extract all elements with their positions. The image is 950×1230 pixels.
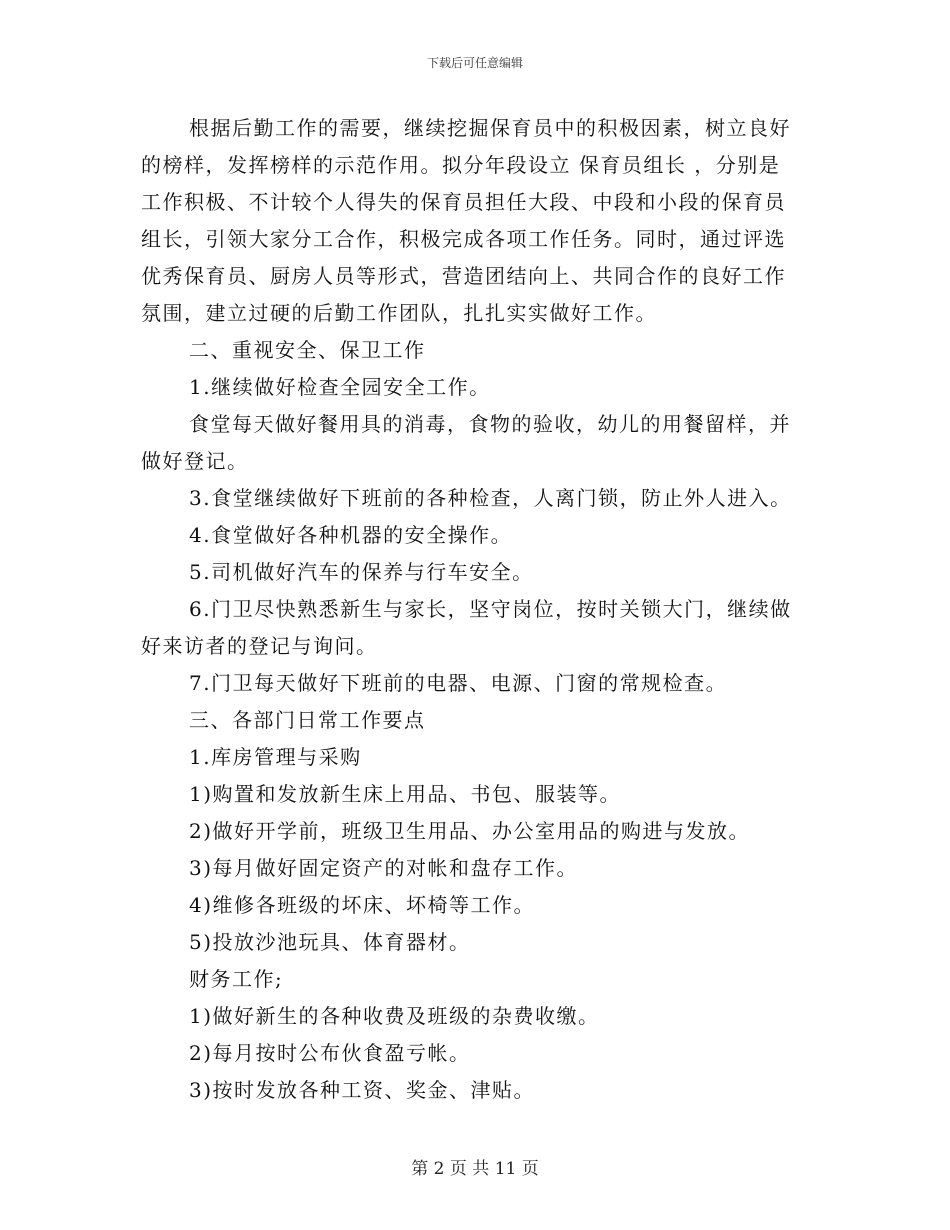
page-footer-pagination: 第 2 页 共 11 页 (411, 1159, 539, 1179)
text-line: 1)购置和发放新生床上用品、书包、服装等。 (189, 782, 622, 806)
text-line: 5.司机做好汽车的保养与行车安全。 (189, 560, 534, 584)
text-line: 1.库房管理与采购 (189, 745, 362, 769)
text-line: 5)投放沙池玩具、体育器材。 (189, 930, 471, 954)
text-line: 2)做好开学前，班级卫生用品、办公室用品的购进与发放。 (189, 819, 751, 843)
text-line: 氛围，建立过硬的后勤工作团队，扎扎实实做好工作。 (141, 301, 657, 325)
text-line: 三、各部门日常工作要点 (189, 708, 426, 732)
text-line: 工作积极、不计较个人得失的保育员担任大段、中段和小段的保育员 (141, 190, 786, 214)
text-line: 好来访者的登记与询问。 (141, 634, 378, 658)
text-line: 1)做好新生的各种收费及班级的杂费收缴。 (189, 1004, 600, 1028)
page-header-note: 下载后可任意编辑 (426, 56, 523, 70)
text-line: 3)按时发放各种工资、奖金、津贴。 (189, 1078, 536, 1102)
text-line: 食堂每天做好餐用具的消毒，食物的验收，幼儿的用餐留样，并 (189, 412, 791, 436)
text-line: 二、重视安全、保卫工作 (189, 338, 426, 362)
text-line: 组长，引领大家分工合作，积极完成各项工作任务。同时，通过评选 (141, 227, 786, 251)
text-line: 根据后勤工作的需要，继续挖掘保育员中的积极因素，树立良好 (189, 116, 791, 140)
text-line: 财务工作; (189, 967, 284, 991)
text-line: 6.门卫尽快熟悉新生与家长，坚守岗位，按时关锁大门，继续做 (189, 597, 792, 621)
text-line: 2)每月按时公布伙食盈亏帐。 (189, 1041, 471, 1065)
text-line: 的榜样，发挥榜样的示范作用。拟分年段设立 保育员组长 ，分别是 (141, 153, 781, 177)
text-line: 7.门卫每天做好下班前的电器、电源、门窗的常规检查。 (189, 671, 728, 695)
text-line: 做好登记。 (141, 449, 249, 473)
text-line: 优秀保育员、厨房人员等形式，营造团结向上、共同合作的良好工作 (141, 264, 786, 288)
text-line: 4.食堂做好各种机器的安全操作。 (189, 523, 513, 547)
text-line: 4)维修各班级的坏床、坏椅等工作。 (189, 893, 536, 917)
document-body (141, 110, 801, 1109)
text-line: 1.继续做好检查全园安全工作。 (189, 375, 491, 399)
text-line: 3)每月做好固定资产的对帐和盘存工作。 (189, 856, 579, 880)
text-line: 3.食堂继续做好下班前的各种检查，人离门锁，防止外人进入。 (189, 486, 792, 510)
